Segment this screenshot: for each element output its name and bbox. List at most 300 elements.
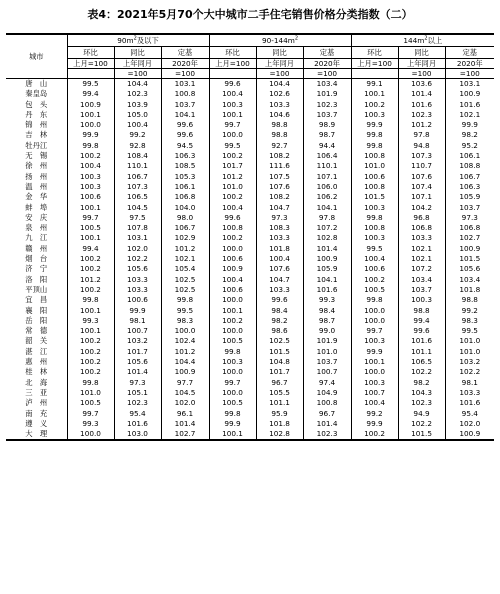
index-value-cell: 99.8 — [67, 141, 114, 151]
index-value-cell: 105.1 — [114, 388, 161, 398]
index-value-cell: 95.2 — [461, 140, 478, 150]
sub-header-base: 上年同月 — [398, 59, 445, 69]
index-value-cell: 99.8 — [209, 409, 256, 419]
index-value-cell: 103.4 — [459, 274, 481, 284]
index-value-cell: 103.3 — [114, 275, 161, 285]
index-value-cell: 107.3 — [398, 151, 445, 161]
city-cell: 徐 州 — [6, 161, 67, 171]
index-value-cell: 103.7 — [303, 357, 351, 367]
index-value-cell: 101.6 — [303, 285, 351, 295]
index-value-cell: 99.7 — [67, 409, 114, 419]
index-value-cell: 102.2 — [114, 254, 161, 264]
group-header-small: $90m^2$及以下 — [67, 34, 209, 47]
index-value-cell: 100.3 — [351, 336, 398, 346]
index-value-cell: 106.1 — [459, 151, 481, 161]
index-value-cell: 105.9 — [303, 264, 351, 274]
index-value-cell: 101.8 — [256, 244, 303, 254]
city-cell: 温 州 — [6, 182, 67, 192]
index-value-cell: 104.4 — [114, 79, 161, 90]
index-value-cell: 101.9 — [303, 89, 351, 99]
index-value-cell: 105.4 — [161, 264, 209, 274]
index-value-cell: 100.8 — [351, 223, 398, 233]
index-value-cell: 101.5 — [256, 347, 303, 357]
index-value-cell: 100.2 — [67, 347, 114, 357]
index-value-cell: 108.8 — [459, 161, 481, 171]
sub-header-measure: 环比 — [67, 47, 114, 59]
index-value-cell: 107.6 — [256, 182, 303, 192]
index-value-cell: 105.0 — [114, 110, 161, 120]
sub-header-measure: 环比 — [351, 47, 398, 59]
index-value-cell: 102.1 — [459, 109, 481, 119]
index-value-cell: 103.3 — [398, 233, 445, 243]
table-row — [6, 223, 494, 233]
index-value-cell: 100.2 — [351, 275, 398, 285]
table-title: 表4：2021年5月70个大中城市二手住宅销售价格分类指数（二） — [87, 8, 413, 21]
index-value-cell: 103.4 — [303, 79, 351, 90]
index-value-cell: 103.3 — [256, 285, 303, 295]
index-value-cell: 100.2 — [209, 192, 256, 202]
index-value-cell: 98.9 — [303, 120, 351, 130]
city-cell: 襄 阳 — [6, 306, 67, 316]
index-value-cell: 100.2 — [351, 429, 398, 440]
index-value-cell: 105.6 — [114, 264, 161, 274]
index-value-cell: 101.7 — [209, 161, 256, 171]
city-cell: 洛 阳 — [6, 275, 67, 285]
city-cell: 包 头 — [6, 100, 67, 110]
index-value-cell: 96.7 — [256, 378, 303, 388]
table-row — [6, 275, 494, 285]
index-value-cell: 107.1 — [398, 192, 445, 202]
index-value-cell: 100.2 — [67, 254, 114, 264]
table-row — [6, 295, 494, 305]
index-value-cell: 101.4 — [303, 419, 351, 429]
index-value-cell: 99.6 — [161, 120, 209, 130]
index-value-cell: 102.5 — [161, 285, 209, 295]
index-value-cell: 107.5 — [256, 172, 303, 182]
index-value-cell: 100.0 — [209, 130, 256, 140]
index-value-cell: 101.5 — [351, 192, 398, 202]
index-value-cell: 100.3 — [67, 172, 114, 182]
table-row — [6, 367, 494, 377]
index-value-cell: 99.6 — [161, 130, 209, 140]
group-header-large: $144m^2$以上 — [351, 34, 494, 47]
index-value-cell: 102.9 — [161, 233, 209, 243]
index-value-cell: 102.7 — [161, 429, 209, 440]
sub-header-base-unit — [351, 69, 398, 79]
index-value-cell: 100.6 — [114, 295, 161, 305]
index-value-cell: 103.9 — [114, 100, 161, 110]
index-value-cell: 100.0 — [161, 326, 209, 336]
index-value-cell: 104.1 — [303, 203, 351, 213]
index-value-cell: 97.3 — [114, 378, 161, 388]
index-value-cell: 99.2 — [351, 409, 398, 419]
index-value-cell: 98.0 — [161, 213, 209, 223]
index-value-cell: 106.5 — [398, 357, 445, 367]
index-value-cell: 101.0 — [459, 336, 481, 346]
city-cell: 常 德 — [6, 326, 67, 336]
index-value-cell: 100.2 — [209, 316, 256, 326]
index-value-cell: 101.6 — [398, 336, 445, 346]
index-value-cell: 99.6 — [256, 295, 303, 305]
index-value-cell: 100.1 — [67, 233, 114, 243]
index-value-cell: 100.4 — [351, 254, 398, 264]
index-value-cell: 100.3 — [209, 357, 256, 367]
index-value-cell: 100.1 — [209, 110, 256, 120]
table-row — [6, 161, 494, 171]
index-value-cell: 97.4 — [303, 378, 351, 388]
index-value-cell: 100.1 — [209, 306, 256, 316]
table-row — [6, 130, 494, 140]
index-value-cell: 99.8 — [351, 295, 398, 305]
sub-header-base: 上年同月 — [114, 59, 161, 69]
table-row — [6, 79, 494, 90]
sub-header-measure: 同比 — [256, 47, 303, 59]
index-value-cell: 100.3 — [67, 182, 114, 192]
index-value-cell: 101.8 — [256, 419, 303, 429]
index-value-cell: 100.0 — [351, 367, 398, 377]
index-value-cell: 99.8 — [67, 378, 114, 388]
table-row — [6, 203, 494, 213]
index-value-cell: 107.6 — [398, 172, 445, 182]
index-value-cell: 95.4 — [114, 409, 161, 419]
index-value-cell: 98.8 — [398, 306, 445, 316]
index-value-cell: 101.7 — [256, 367, 303, 377]
index-value-cell: 97.7 — [161, 378, 209, 388]
index-value-cell: 111.6 — [256, 161, 303, 171]
index-value-cell: 100.0 — [209, 367, 256, 377]
index-value-cell: 101.6 — [114, 419, 161, 429]
group-header-medium: $90-144m^2$ — [209, 34, 351, 47]
index-value-cell: 101.0 — [351, 161, 398, 171]
index-value-cell: 98.8 — [256, 120, 303, 130]
index-value-cell: 103.2 — [114, 336, 161, 346]
index-value-cell: 98.6 — [256, 326, 303, 336]
table-row — [6, 141, 494, 151]
index-value-cell: 99.6 — [209, 79, 256, 90]
index-value-cell: 102.3 — [114, 89, 161, 99]
index-value-cell: 98.3 — [161, 316, 209, 326]
index-value-cell: 100.2 — [67, 336, 114, 346]
index-value-cell: 104.3 — [398, 388, 445, 398]
index-value-cell: 101.4 — [161, 419, 209, 429]
table-row — [6, 254, 494, 264]
table-row — [6, 388, 494, 398]
table-row — [6, 326, 494, 336]
index-value-cell: 100.4 — [209, 203, 256, 213]
index-value-cell: 102.3 — [303, 429, 351, 440]
index-value-cell: 100.9 — [459, 243, 481, 253]
index-value-cell: 100.6 — [209, 285, 256, 295]
index-value-cell: 100.4 — [256, 254, 303, 264]
index-value-cell: 102.3 — [398, 398, 445, 408]
index-value-cell: 101.4 — [303, 244, 351, 254]
index-value-cell: 100.4 — [351, 398, 398, 408]
index-value-cell: 100.0 — [67, 429, 114, 440]
index-value-cell: 100.5 — [209, 336, 256, 346]
city-cell: 宜 昌 — [6, 295, 67, 305]
index-value-cell: 94.4 — [303, 141, 351, 151]
index-value-cell: 102.3 — [303, 100, 351, 110]
sub-header-measure: 同比 — [114, 47, 161, 59]
index-value-cell: 107.8 — [114, 223, 161, 233]
index-value-cell: 105.9 — [459, 192, 481, 202]
index-value-cell: 102.0 — [114, 244, 161, 254]
table-row — [6, 357, 494, 367]
city-cell: 泉 州 — [6, 223, 67, 233]
index-value-cell: 99.9 — [461, 120, 478, 130]
index-value-cell: 99.6 — [209, 213, 256, 223]
index-value-cell: 100.3 — [351, 233, 398, 243]
index-value-cell: 102.7 — [459, 233, 481, 243]
index-value-cell: 99.9 — [351, 347, 398, 357]
index-value-cell: 103.2 — [459, 357, 481, 367]
table-row — [6, 182, 494, 192]
index-value-cell: 100.2 — [209, 151, 256, 161]
sub-header-base-unit: =100 — [114, 69, 161, 79]
index-value-cell: 107.2 — [398, 264, 445, 274]
city-cell: 平顶山 — [6, 285, 67, 295]
index-value-cell: 100.2 — [209, 233, 256, 243]
city-cell: 北 海 — [6, 378, 67, 388]
index-value-cell: 104.4 — [256, 79, 303, 90]
index-value-cell: 100.1 — [209, 429, 256, 440]
index-value-cell: 102.3 — [398, 110, 445, 120]
index-value-cell: 102.2 — [398, 367, 445, 377]
index-value-cell: 105.6 — [114, 357, 161, 367]
index-value-cell: 106.4 — [303, 151, 351, 161]
city-cell: 桂 林 — [6, 367, 67, 377]
index-value-cell: 99.2 — [114, 130, 161, 140]
index-value-cell: 106.2 — [303, 192, 351, 202]
index-value-cell: 102.8 — [303, 233, 351, 243]
index-value-cell: 100.4 — [209, 89, 256, 99]
index-value-cell: 100.3 — [209, 100, 256, 110]
index-value-cell: 106.8 — [161, 192, 209, 202]
city-cell: 安 庆 — [6, 213, 67, 223]
index-value-cell: 100.5 — [67, 398, 114, 408]
index-value-cell: 110.1 — [114, 161, 161, 171]
index-value-cell: 101.0 — [303, 347, 351, 357]
index-value-cell: 99.4 — [67, 89, 114, 99]
table-row — [6, 378, 494, 388]
index-value-cell: 99.5 — [67, 79, 114, 90]
index-value-cell: 100.8 — [351, 182, 398, 192]
index-value-cell: 103.1 — [459, 79, 481, 88]
index-value-cell: 100.7 — [351, 388, 398, 398]
index-value-cell: 103.4 — [398, 275, 445, 285]
index-value-cell: 99.7 — [209, 120, 256, 130]
index-value-cell: 106.7 — [459, 171, 481, 181]
index-value-cell: 100.5 — [67, 223, 114, 233]
index-value-cell: 99.1 — [351, 79, 398, 90]
index-value-cell: 100.6 — [67, 192, 114, 202]
index-value-cell: 97.8 — [398, 130, 445, 140]
index-value-cell: 101.4 — [398, 89, 445, 99]
index-value-cell: 103.3 — [256, 100, 303, 110]
index-value-cell: 97.3 — [461, 212, 478, 222]
index-value-cell: 97.8 — [303, 213, 351, 223]
index-value-cell: 100.6 — [209, 254, 256, 264]
index-value-cell: 100.7 — [303, 367, 351, 377]
index-value-cell: 100.9 — [67, 100, 114, 110]
index-value-cell: 108.2 — [256, 192, 303, 202]
index-value-cell: 100.9 — [209, 264, 256, 274]
city-cell: 遵 义 — [6, 419, 67, 429]
index-value-cell: 101.2 — [67, 275, 114, 285]
table-row — [6, 336, 494, 346]
index-value-cell: 98.4 — [303, 306, 351, 316]
city-cell: 锦 州 — [6, 120, 67, 130]
index-value-cell: 106.7 — [114, 172, 161, 182]
index-value-cell: 100.2 — [351, 100, 398, 110]
index-value-cell: 106.3 — [161, 151, 209, 161]
index-value-cell: 101.0 — [459, 346, 481, 356]
city-cell: 唐 山 — [6, 79, 67, 90]
table-row — [6, 285, 494, 295]
index-value-cell: 103.0 — [114, 429, 161, 440]
index-value-cell: 100.9 — [303, 254, 351, 264]
index-value-cell: 98.2 — [398, 378, 445, 388]
index-value-cell: 100.1 — [351, 89, 398, 99]
table-row — [6, 244, 494, 254]
index-value-cell: 98.8 — [256, 130, 303, 140]
index-value-cell: 101.0 — [67, 388, 114, 398]
index-value-cell: 104.7 — [256, 275, 303, 285]
index-value-cell: 100.1 — [67, 110, 114, 120]
index-value-cell: 101.9 — [303, 336, 351, 346]
index-value-cell: 103.3 — [459, 387, 481, 397]
index-value-cell: 98.2 — [461, 130, 478, 140]
index-value-cell: 100.3 — [351, 110, 398, 120]
table-row — [6, 89, 494, 99]
index-value-cell: 106.1 — [161, 182, 209, 192]
index-value-cell: 101.0 — [209, 182, 256, 192]
table-row — [6, 120, 494, 130]
index-value-cell: 100.4 — [209, 275, 256, 285]
index-value-cell: 107.4 — [398, 182, 445, 192]
index-value-cell: 101.6 — [459, 99, 481, 109]
index-value-cell: 100.8 — [303, 398, 351, 408]
table-row — [6, 306, 494, 316]
sub-header-base: 上年同月 — [256, 59, 303, 69]
index-value-cell: 103.7 — [398, 285, 445, 295]
index-value-cell: 100.7 — [114, 326, 161, 336]
index-value-cell: 99.9 — [67, 130, 114, 140]
index-value-cell: 99.8 — [161, 295, 209, 305]
sub-header-base-unit: =100 — [445, 69, 494, 79]
index-value-cell: 105.6 — [459, 264, 481, 274]
index-value-cell: 102.1 — [398, 254, 445, 264]
index-value-cell: 110.7 — [398, 161, 445, 171]
index-value-cell: 100.6 — [351, 172, 398, 182]
index-value-cell: 104.8 — [256, 357, 303, 367]
table-row — [6, 192, 494, 202]
index-value-cell: 102.2 — [459, 367, 481, 377]
sub-header-base: 2020年 — [303, 59, 351, 69]
table-row — [6, 213, 494, 223]
index-value-cell: 103.1 — [161, 79, 209, 90]
index-value-cell: 95.4 — [461, 408, 478, 418]
sub-header-measure: 定基 — [161, 47, 209, 59]
sub-header-base: 上月=100 — [351, 59, 398, 69]
index-value-cell: 99.7 — [67, 213, 114, 223]
index-value-cell: 100.2 — [67, 151, 114, 161]
index-value-cell: 98.2 — [256, 316, 303, 326]
index-value-cell: 100.0 — [351, 306, 398, 316]
city-cell: 三 亚 — [6, 388, 67, 398]
index-value-cell: 106.8 — [459, 223, 481, 233]
index-value-cell: 106.5 — [114, 192, 161, 202]
table-row — [6, 419, 494, 429]
index-value-cell: 104.0 — [161, 203, 209, 213]
index-value-cell: 101.5 — [398, 429, 445, 440]
index-value-cell: 95.9 — [256, 409, 303, 419]
index-value-cell: 103.6 — [398, 79, 445, 90]
index-value-cell: 101.5 — [459, 254, 481, 264]
index-value-cell: 99.6 — [398, 326, 445, 336]
city-cell: 岳 阳 — [6, 316, 67, 326]
sub-header-measure: 环比 — [209, 47, 256, 59]
index-value-cell: 98.3 — [461, 315, 478, 325]
index-value-cell: 108.5 — [161, 161, 209, 171]
table-row — [6, 429, 494, 440]
table-row — [6, 409, 494, 419]
index-value-cell: 100.3 — [398, 295, 445, 305]
sub-header-base-unit — [209, 69, 256, 79]
index-value-cell: 103.3 — [256, 233, 303, 243]
city-cell: 金 华 — [6, 192, 67, 202]
index-value-cell: 105.3 — [161, 172, 209, 182]
sub-header-base-unit: =100 — [161, 69, 209, 79]
index-value-cell: 100.1 — [351, 357, 398, 367]
sub-header-measure: 同比 — [398, 47, 445, 59]
index-value-cell: 101.7 — [114, 347, 161, 357]
index-value-cell: 99.2 — [461, 305, 478, 315]
index-value-cell: 104.2 — [398, 203, 445, 213]
index-value-cell: 98.1 — [461, 377, 478, 387]
index-value-cell: 92.8 — [114, 141, 161, 151]
index-value-cell: 99.3 — [67, 316, 114, 326]
index-value-cell: 107.3 — [114, 182, 161, 192]
city-cell: 蚌 埠 — [6, 203, 67, 213]
index-value-cell: 105.5 — [256, 388, 303, 398]
sub-header-measure: 定基 — [445, 47, 494, 59]
index-value-cell: 94.9 — [398, 409, 445, 419]
city-cell: 大 理 — [6, 429, 67, 440]
index-value-cell: 100.9 — [459, 89, 481, 99]
index-value-cell: 100.9 — [161, 367, 209, 377]
table-row — [6, 151, 494, 161]
index-value-cell: 101.6 — [459, 398, 481, 408]
index-value-cell: 104.1 — [161, 110, 209, 120]
index-value-cell: 99.5 — [461, 326, 478, 336]
index-value-cell: 100.5 — [209, 398, 256, 408]
sub-header-base: 上月=100 — [209, 59, 256, 69]
index-value-cell: 98.1 — [114, 316, 161, 326]
city-cell: 泸 州 — [6, 398, 67, 408]
index-value-cell: 100.8 — [351, 151, 398, 161]
city-cell: 吉 林 — [6, 130, 67, 140]
index-value-cell: 102.1 — [398, 244, 445, 254]
index-value-cell: 96.7 — [303, 409, 351, 419]
city-cell: 无 锡 — [6, 151, 67, 161]
index-value-cell: 102.2 — [398, 419, 445, 429]
index-value-cell: 98.7 — [303, 316, 351, 326]
index-value-cell: 107.6 — [256, 264, 303, 274]
index-value-cell: 100.8 — [161, 89, 209, 99]
index-value-cell: 100.0 — [209, 326, 256, 336]
index-value-cell: 99.3 — [67, 419, 114, 429]
